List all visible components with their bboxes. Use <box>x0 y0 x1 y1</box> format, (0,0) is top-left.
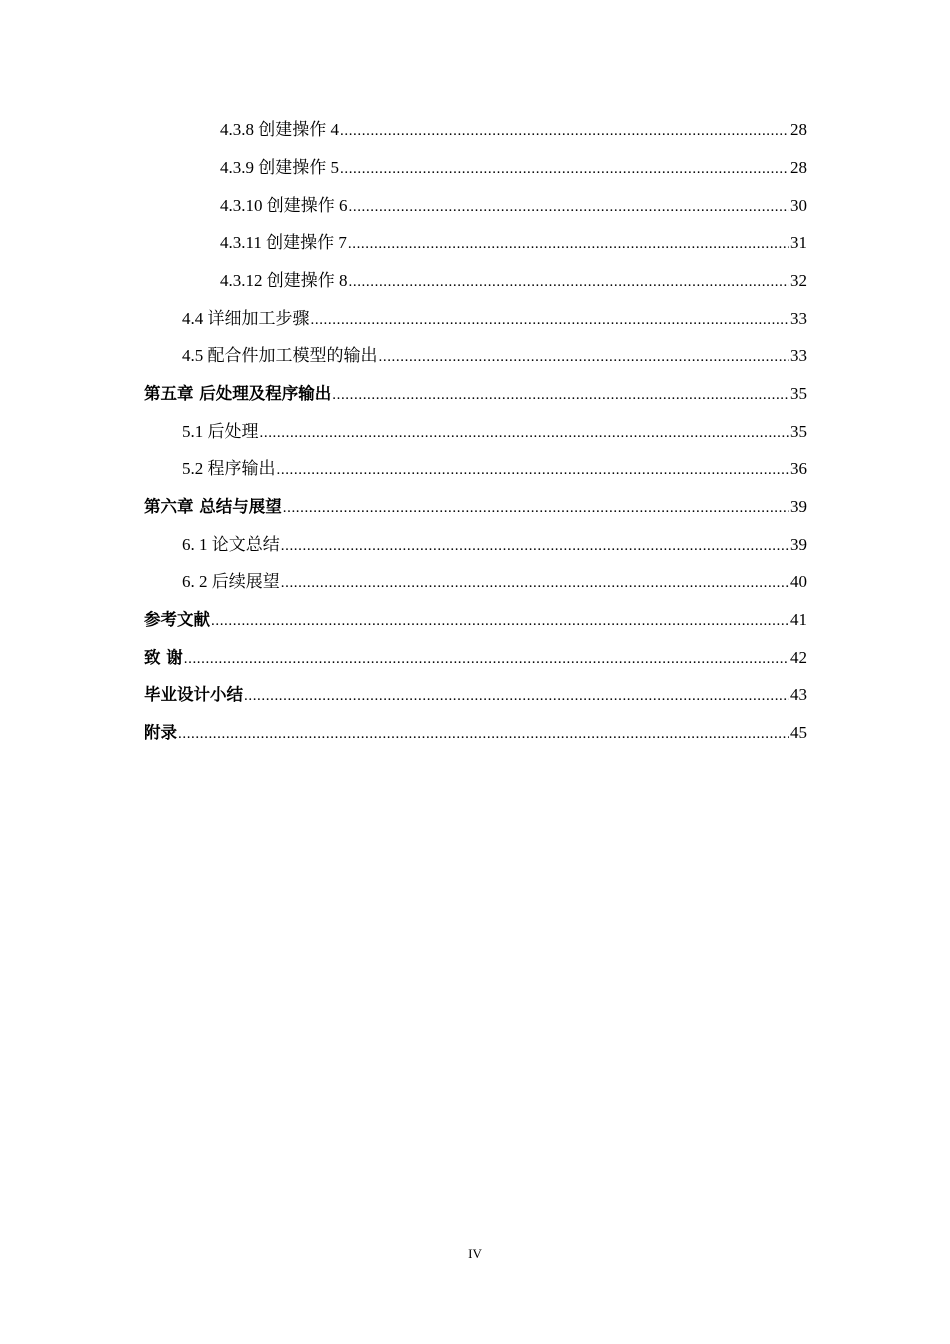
toc-leader-dots <box>178 725 789 744</box>
toc-leader-dots <box>281 574 789 593</box>
toc-entry-5-2[interactable] <box>182 454 807 480</box>
toc-leader-dots <box>211 612 789 631</box>
toc-entry-4-3-10[interactable] <box>220 191 807 217</box>
page-footer <box>0 1246 950 1262</box>
toc-entry-page: 40 <box>790 572 807 591</box>
toc-entry-4-5[interactable] <box>182 341 807 367</box>
toc-entry-label: 4.3.8 创建操作 4 <box>220 120 339 139</box>
toc-entry-label: 4.5 配合件加工模型的输出 <box>182 346 378 365</box>
toc-leader-dots <box>184 650 789 669</box>
toc-entry-label: 6. 2 后续展望 <box>182 572 280 591</box>
toc-entry-label: 第五章 后处理及程序输出 <box>144 384 332 403</box>
page-number: IV <box>468 1246 482 1261</box>
toc-entry-page: 35 <box>790 384 807 403</box>
toc-entry-page: 33 <box>790 346 807 365</box>
toc-entry-page: 31 <box>790 233 807 252</box>
toc-leader-dots <box>283 499 789 518</box>
toc-entry-4-3-11[interactable] <box>220 228 807 254</box>
toc-entry-4-3-12[interactable] <box>220 266 807 292</box>
toc-entry-6-2[interactable] <box>182 567 807 593</box>
toc-entry-label: 毕业设计小结 <box>144 685 243 704</box>
toc-entry-page: 45 <box>790 723 807 742</box>
toc-entry-label: 4.3.12 创建操作 8 <box>220 271 348 290</box>
toc-entry-acknowledgements[interactable] <box>144 643 807 669</box>
toc-leader-dots <box>340 122 789 141</box>
toc-entry-label: 4.3.11 创建操作 7 <box>220 233 347 252</box>
toc-leader-dots <box>311 311 790 330</box>
toc-entry-4-3-8[interactable] <box>220 115 807 141</box>
toc-entry-page: 39 <box>790 535 807 554</box>
toc-entry-6-1[interactable] <box>182 530 807 556</box>
toc-entry-5-1[interactable] <box>182 417 807 443</box>
toc-leader-dots <box>332 386 789 405</box>
toc-entry-references[interactable] <box>144 605 807 631</box>
toc-entry-page: 39 <box>790 497 807 516</box>
toc-entry-design-summary[interactable] <box>144 680 807 706</box>
toc-entry-label: 附录 <box>144 723 177 742</box>
toc-entry-label: 4.3.9 创建操作 5 <box>220 158 339 177</box>
toc-leader-dots <box>260 424 790 443</box>
toc-entry-label: 5.2 程序输出 <box>182 459 276 478</box>
toc-leader-dots <box>281 537 789 556</box>
toc-leader-dots <box>277 461 790 480</box>
toc-entry-page: 43 <box>790 685 807 704</box>
toc-entry-page: 41 <box>790 610 807 629</box>
toc-entry-4-3-9[interactable] <box>220 153 807 179</box>
toc-leader-dots <box>340 160 789 179</box>
toc-entry-chapter-5[interactable] <box>144 379 807 405</box>
toc-entry-chapter-6[interactable] <box>144 492 807 518</box>
toc-entry-page: 32 <box>790 271 807 290</box>
toc-entry-label: 4.4 详细加工步骤 <box>182 309 310 328</box>
toc-entry-page: 28 <box>790 158 807 177</box>
toc-entry-label: 5.1 后处理 <box>182 422 259 441</box>
toc-entry-4-4[interactable] <box>182 304 807 330</box>
toc-leader-dots <box>348 235 789 254</box>
toc-entry-page: 42 <box>790 648 807 667</box>
toc-leader-dots <box>379 348 790 367</box>
toc-leader-dots <box>349 198 790 217</box>
toc-entry-label: 第六章 总结与展望 <box>144 497 282 516</box>
toc-entry-label: 参考文献 <box>144 610 210 629</box>
toc-entry-appendix[interactable] <box>144 718 807 744</box>
toc-entry-page: 30 <box>790 196 807 215</box>
toc-entry-label: 6. 1 论文总结 <box>182 535 280 554</box>
toc-entry-page: 28 <box>790 120 807 139</box>
toc-entry-page: 35 <box>790 422 807 441</box>
toc-entry-page: 33 <box>790 309 807 328</box>
toc-leader-dots <box>244 687 789 706</box>
toc-entry-page: 36 <box>790 459 807 478</box>
toc-entry-label: 致 谢 <box>144 648 183 667</box>
toc-entry-label: 4.3.10 创建操作 6 <box>220 196 348 215</box>
toc-leader-dots <box>349 273 790 292</box>
